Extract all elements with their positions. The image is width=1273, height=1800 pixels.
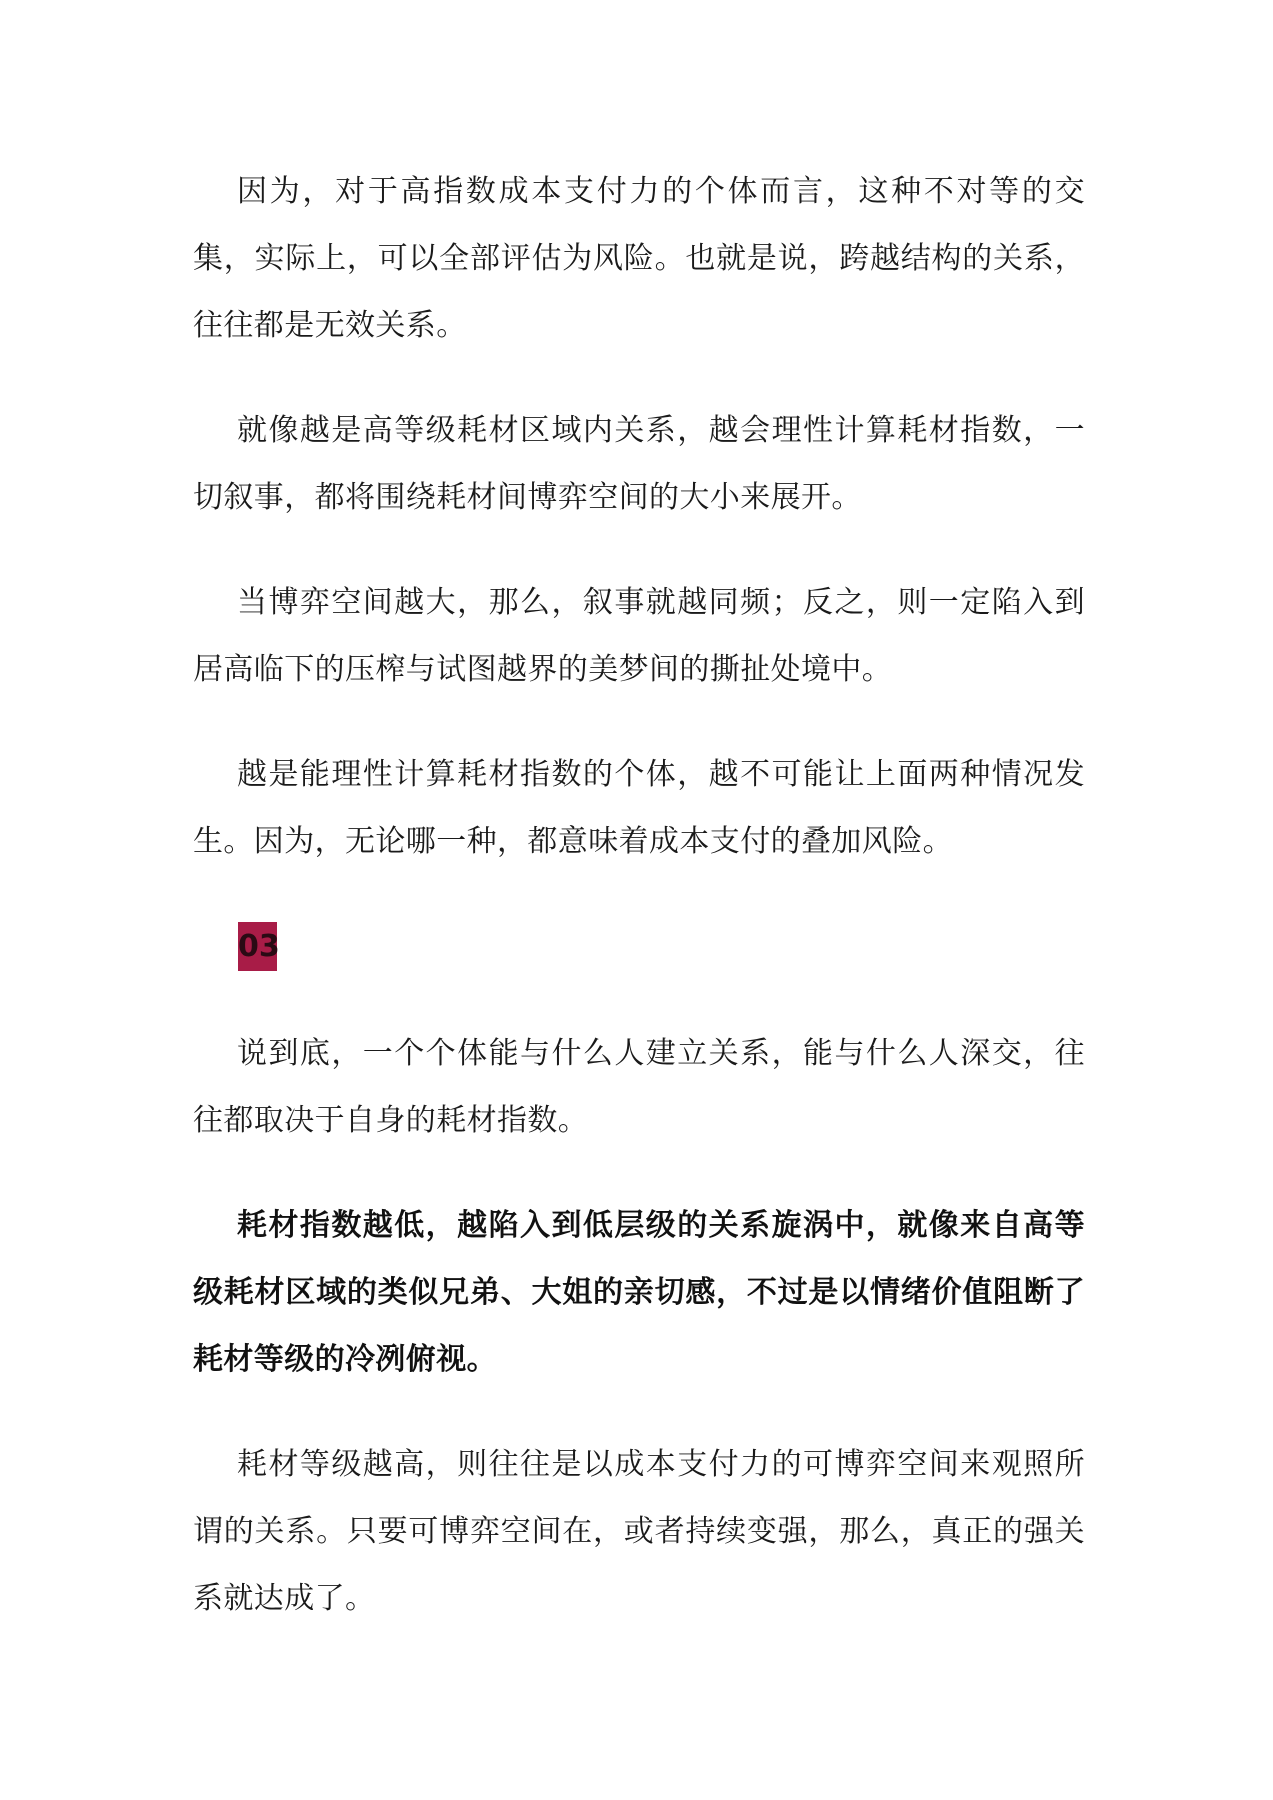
- paragraph-7: 耗材等级越高，则往往是以成本支付力的可博弈空间来观照所谓的关系。只要可博弈空间在，或者持续变强，那么，真正的强关系就达成了。: [193, 1447, 1085, 1616]
- paragraph-4: 越是能理性计算耗材指数的个体，越不可能让上面两种情况发生。因为，无论哪一种，都意味着成本支付的叠加风险。: [193, 757, 1085, 859]
- paragraph-2: 就像越是高等级耗材区域内关系，越会理性计算耗材指数，一切叙事，都将围绕耗材间博弈空间的大小来展开。: [193, 413, 1085, 515]
- paragraph-6-emphasis: 耗材指数越低，越陷入到低层级的关系旋涡中，就像来自高等级耗材区域的类似兄弟、大姐的亲切感，不过是以情绪价值阻断了耗材等级的冷冽俯视。: [193, 1208, 1085, 1377]
- paragraph-5: 说到底，一个个体能与什么人建立关系，能与什么人深交，往往都取决于自身的耗材指数。: [193, 1036, 1085, 1138]
- section-number-badge: 03: [238, 922, 277, 971]
- paragraph-3: 当博弈空间越大，那么，叙事就越同频；反之，则一定陷入到居高临下的压榨与试图越界的美梦间的撕扯处境中。: [193, 585, 1085, 687]
- paragraph-1: 因为，对于高指数成本支付力的个体而言，这种不对等的交集，实际上，可以全部评估为风险。也就是说，跨越结构的关系，往往都是无效关系。: [193, 174, 1085, 343]
